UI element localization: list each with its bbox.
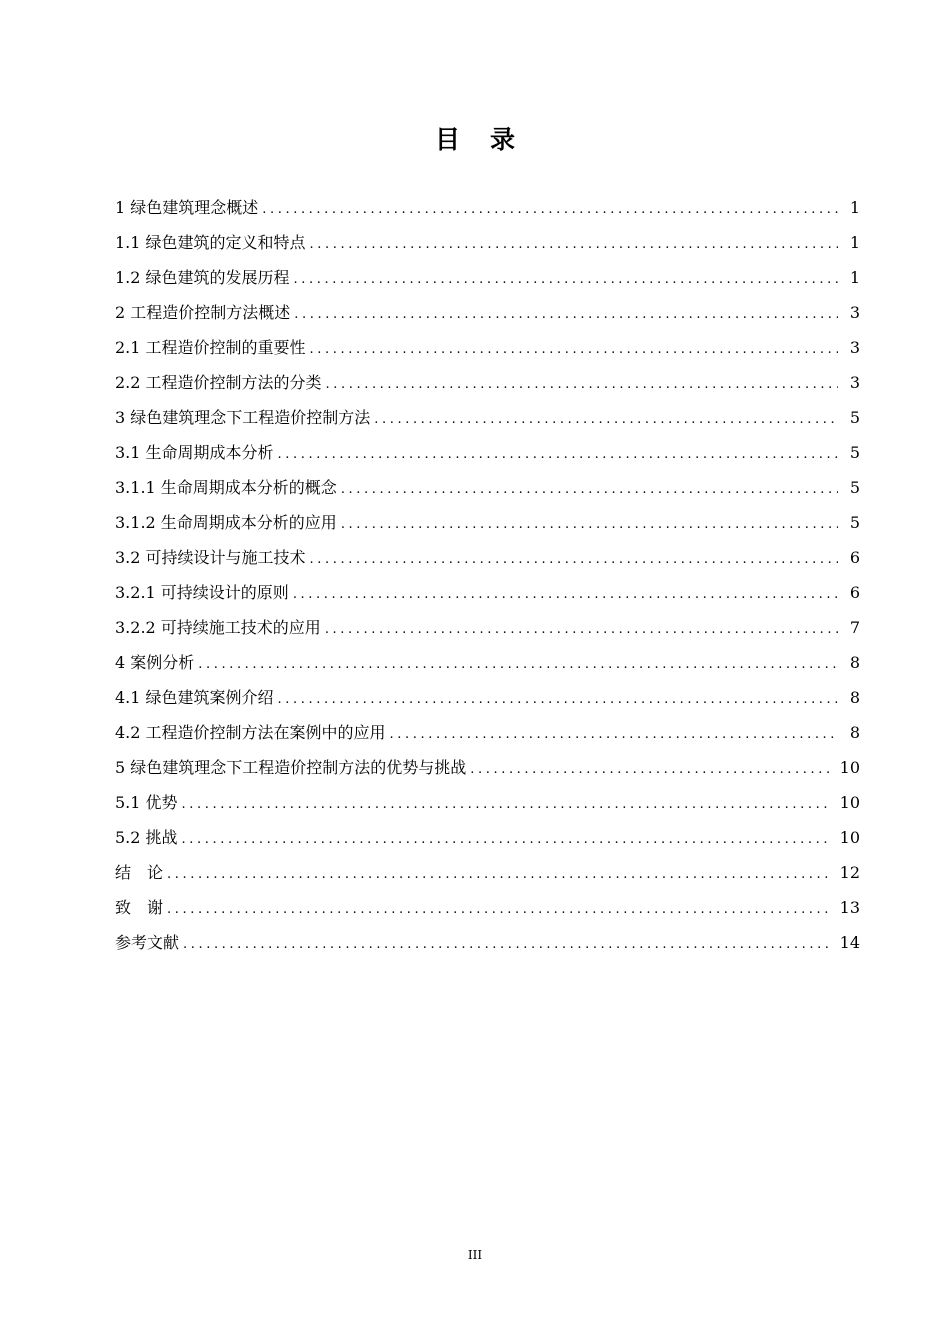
toc-entry[interactable] [115,785,860,820]
toc-leader-dots [278,437,838,472]
toc-entry[interactable] [115,505,860,540]
toc-entry-page: 3 [849,303,860,322]
page-title: 目录 [434,125,545,154]
toc-leader-dots [374,402,838,437]
toc-entry[interactable] [115,680,860,715]
toc-entry[interactable] [115,645,860,680]
toc-entry-label: 5 绿色建筑理念下工程造价控制方法的优势与挑战 [115,758,467,777]
toc-entry-label: 4.2 工程造价控制方法在案例中的应用 [115,723,386,742]
toc-entry-page: 13 [839,898,860,917]
toc-leader-dots [278,682,838,717]
toc-leader-dots [470,752,831,787]
toc-entry-page: 1 [849,233,860,252]
toc-leader-dots [390,717,838,752]
toc-leader-dots [183,927,832,962]
toc-entry-page: 3 [849,338,860,357]
toc-leader-dots [182,822,832,857]
toc-entry-page: 14 [839,933,860,952]
toc-entry-label: 4.1 绿色建筑案例介绍 [115,688,274,707]
toc-leader-dots [294,262,838,297]
toc-entry-label: 1.2 绿色建筑的发展历程 [115,268,290,287]
toc-entry-page: 5 [849,513,860,532]
toc-entry-page: 5 [849,443,860,462]
toc-entry-label: 3.1.1 生命周期成本分析的概念 [115,478,337,497]
toc-entry-page: 1 [849,268,860,287]
toc-entry-label: 致 谢 [115,898,164,917]
table-of-contents [115,190,860,960]
toc-entry-label: 3.1 生命周期成本分析 [115,443,274,462]
toc-leader-dots [198,647,838,682]
toc-entry-page: 6 [849,548,860,567]
toc-leader-dots [262,192,838,227]
toc-leader-dots [310,332,838,367]
toc-leader-dots [294,297,838,332]
toc-entry[interactable] [115,540,860,575]
toc-entry-label: 结 论 [115,863,164,882]
toc-leader-dots [341,507,838,542]
toc-entry[interactable] [115,470,860,505]
toc-entry[interactable] [115,575,860,610]
toc-leader-dots [167,857,832,892]
toc-entry-page: 10 [839,758,860,777]
toc-entry-page: 5 [849,478,860,497]
toc-entry[interactable] [115,925,860,960]
toc-entry[interactable] [115,365,860,400]
toc-leader-dots [341,472,838,507]
toc-entry[interactable] [115,435,860,470]
toc-entry-page: 8 [849,653,860,672]
toc-entry[interactable] [115,610,860,645]
toc-entry[interactable] [115,330,860,365]
toc-entry-label: 3.2.2 可持续施工技术的应用 [115,618,321,637]
toc-entry-page: 10 [839,793,860,812]
toc-entry-label: 2.1 工程造价控制的重要性 [115,338,306,357]
toc-entry-label: 参考文献 [115,933,180,952]
toc-entry[interactable] [115,750,860,785]
toc-entry-label: 5.2 挑战 [115,828,178,847]
toc-entry[interactable] [115,260,860,295]
toc-entry[interactable] [115,715,860,750]
toc-entry-page: 5 [849,408,860,427]
toc-leader-dots [325,612,838,647]
toc-entry-page: 12 [839,863,860,882]
toc-entry[interactable] [115,225,860,260]
toc-entry[interactable] [115,400,860,435]
toc-entry-label: 5.1 优势 [115,793,178,812]
toc-leader-dots [167,892,832,927]
toc-entry-label: 2.2 工程造价控制方法的分类 [115,373,322,392]
toc-entry-label: 4 案例分析 [115,653,195,672]
toc-entry-label: 2 工程造价控制方法概述 [115,303,291,322]
toc-entry-label: 3.2 可持续设计与施工技术 [115,548,306,567]
toc-entry-page: 8 [849,723,860,742]
toc-entry-label: 1.1 绿色建筑的定义和特点 [115,233,306,252]
toc-entry[interactable] [115,190,860,225]
toc-leader-dots [293,577,838,612]
toc-entry[interactable] [115,295,860,330]
toc-entry[interactable] [115,855,860,890]
toc-entry-page: 1 [849,198,860,217]
toc-entry[interactable] [115,820,860,855]
toc-leader-dots [182,787,832,822]
toc-leader-dots [310,542,838,577]
toc-entry-label: 1 绿色建筑理念概述 [115,198,259,217]
toc-leader-dots [310,227,838,262]
toc-entry-label: 3.1.2 生命周期成本分析的应用 [115,513,337,532]
toc-leader-dots [326,367,838,402]
toc-entry-page: 10 [839,828,860,847]
toc-entry-label: 3 绿色建筑理念下工程造价控制方法 [115,408,371,427]
toc-entry[interactable] [115,890,860,925]
toc-entry-page: 3 [849,373,860,392]
toc-entry-page: 7 [849,618,860,637]
footer-page-number: III [467,1248,483,1262]
toc-entry-label: 3.2.1 可持续设计的原则 [115,583,289,602]
toc-entry-page: 8 [849,688,860,707]
toc-entry-page: 6 [849,583,860,602]
